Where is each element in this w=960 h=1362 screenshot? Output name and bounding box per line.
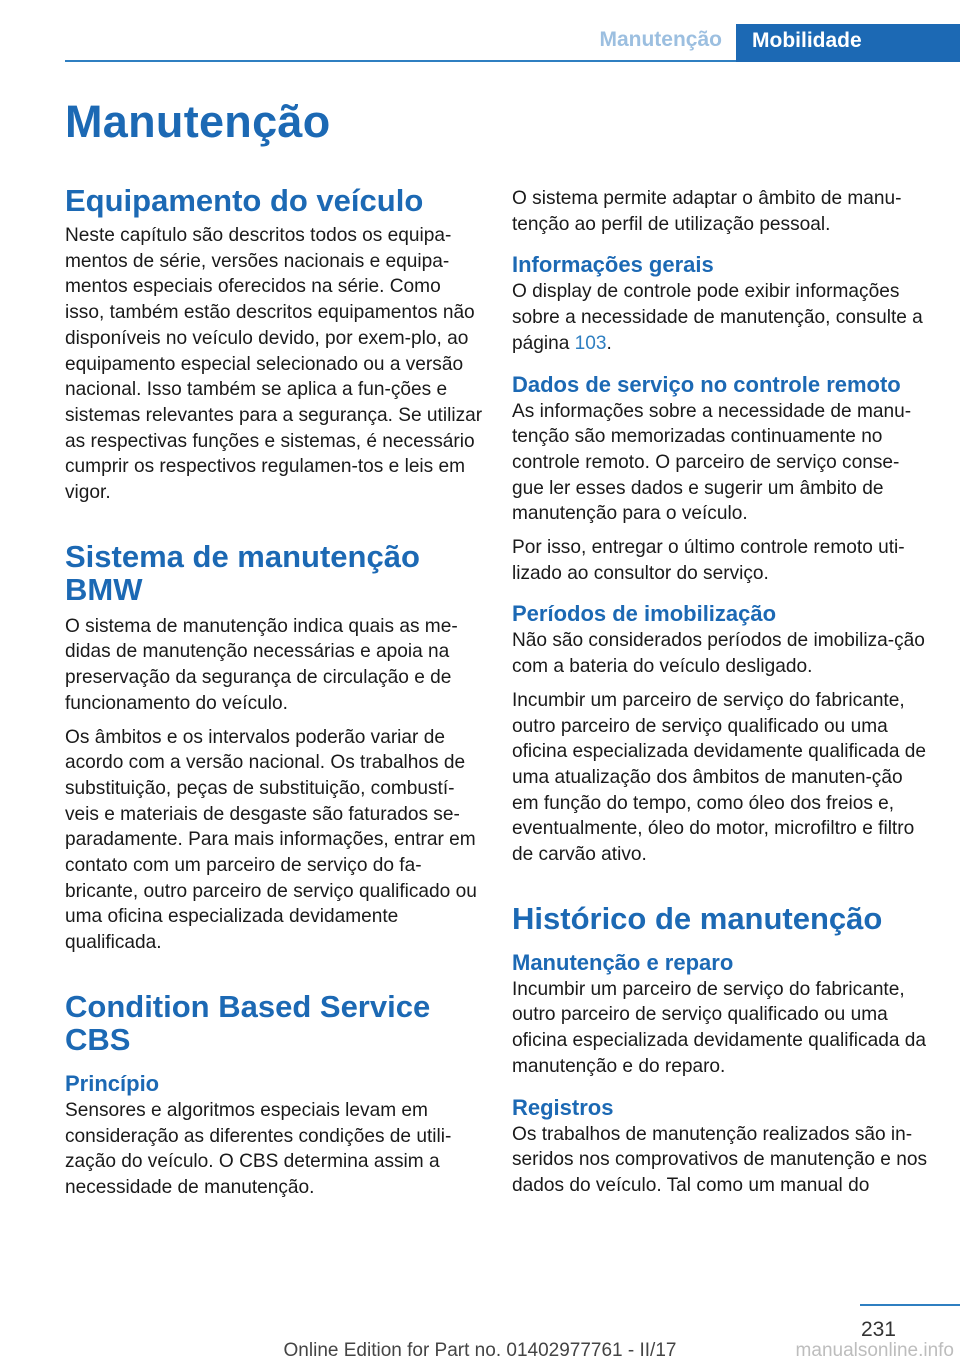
heading-cbs: Condition Based Service CBS <box>65 988 431 1057</box>
page-title: Manutenção <box>65 96 331 147</box>
watermark: manualsonline.info <box>795 1340 954 1361</box>
heading-dados-servico: Dados de serviço no controle remoto <box>512 371 901 397</box>
header-tab-mobilidade[interactable]: Mobilidade <box>736 24 960 62</box>
paragraph-sistema-1: O sistema de manutenção indica quais as me-didas de manutenção necessárias e apoia na preservação da segurança de circulação e de funcionamento do veículo. <box>65 615 458 714</box>
paragraph-periodos-1: Não são considerados períodos de imobiliza-ção com a bateria do veículo desligado. <box>512 630 925 678</box>
right-column <box>512 186 930 1207</box>
paragraph-sistema-2: Os âmbitos e os intervalos poderão variar de acordo com a versão nacional. Os trabalhos de substituição, peças de substituição, combustí-veis e materiais de desgaste são faturados se-paradamente. Para mais informações, entrar em contato com um parceiro de serviço do fa-bricante, outro parceiro de serviço qualificado ou uma oficina especializada devidamente qualificada. <box>65 726 477 954</box>
heading-historico-manutencao: Histórico de manutenção <box>512 900 883 936</box>
paragraph-manutencao-reparo: Incumbir um parceiro de serviço do fabricante, outro parceiro de serviço qualificado ou uma oficina especializada devidamente qualificada da manutenção e do reparo. <box>512 978 926 1077</box>
footer-edition: Online Edition for Part no. 01402977761 - II/17 <box>283 1340 677 1361</box>
header-tab-manutencao[interactable]: Manutenção <box>599 28 722 51</box>
paragraph-intro: O sistema permite adaptar o âmbito de manu-tenção ao perfil de utilização pessoal. <box>512 188 902 235</box>
heading-informacoes-gerais: Informações gerais <box>512 252 714 278</box>
heading-equipamento: Equipamento do veículo <box>65 183 424 218</box>
heading-periodos-imobilizacao: Períodos de imobilização <box>512 601 777 627</box>
paragraph-equipamento: Neste capítulo são descritos todos os equipa-mentos de série, versões nacionais e equipa-mentos especiais oferecidos na série. Como isso, também estão descritos equipamentos não disponíveis no veículo devido, por exem-plo, ao equipamento especial selecionado ou a versão nacional. Isso também se aplica a fun-ções e sistemas relevantes para a segurança. Se utilizar as respectivas funções e sistemas, é necessário cumprir os respectivos regulamen-tos e leis em vigor. <box>65 225 483 504</box>
paragraph-registros: Os trabalhos de manutenção realizados são in-seridos nos comprovativos de manutenção e nos dados do veículo. Tal como um manual do <box>512 1123 927 1196</box>
heading-manutencao-reparo: Manutenção e reparo <box>512 949 734 975</box>
heading-sistema-manutencao: Sistema de manutenção BMW <box>65 538 420 607</box>
page-link-103[interactable]: 103 <box>574 332 607 354</box>
footer-rule <box>860 1304 960 1306</box>
paragraph-dados-2: Por isso, entregar o último controle remoto uti-lizado ao consultor do serviço. <box>512 537 905 584</box>
paragraph-dados-1: As informações sobre a necessidade de manu-tenção são memorizadas continuamente no controle remoto. O parceiro de serviço conse-gue ler esses dados e sugerir um âmbito de manutenção para o veículo. <box>512 400 912 525</box>
paragraph-periodos-2: Incumbir um parceiro de serviço do fabricante, outro parceiro de serviço qualificado ou uma oficina especializada devidamente qualificada de uma atualização dos âmbitos de manuten-ção em função do tempo, como óleo dos freios e, eventualmente, óleo do motor, microfiltro e filtro de carvão ativo. <box>512 689 926 866</box>
page-number: 231 <box>860 1318 896 1341</box>
paragraph-principio: Sensores e algoritmos especiais levam em consideração as diferentes condições de utili-zação do veículo. O CBS determina assim a necessidade de manutenção. <box>65 1099 452 1198</box>
heading-registros: Registros <box>512 1094 614 1120</box>
paragraph-informacoes-text: O display de controle pode exibir informações sobre a necessidade de manutenção, consulte a página <box>512 281 923 354</box>
paragraph-informacoes: O display de controle pode exibir informações sobre a necessidade de manutenção, consulte a página 103. <box>512 281 923 354</box>
left-column <box>65 184 483 1209</box>
heading-principio: Princípio <box>65 1070 160 1096</box>
